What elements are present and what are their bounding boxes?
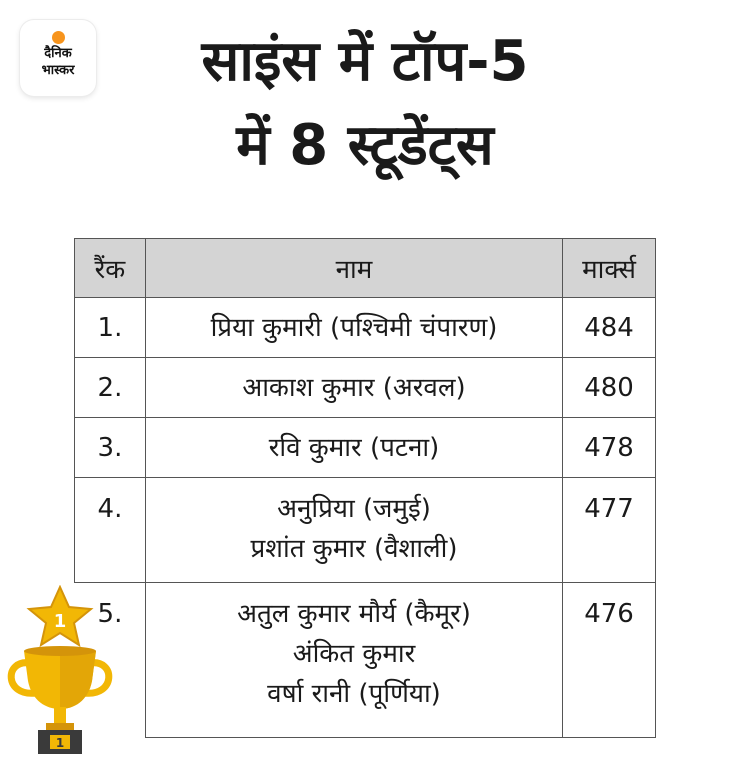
marks-value: 484: [584, 313, 634, 343]
rank-value: 4.: [97, 494, 123, 524]
name-cell: [145, 358, 562, 418]
student-name: अंकित कुमार: [292, 639, 416, 669]
table-row: [75, 298, 656, 358]
student-name: आकाश कुमार (अरवल): [242, 373, 466, 403]
marks-cell: [563, 358, 656, 418]
trophy-cup-shade: [60, 651, 96, 709]
headline-line1: साइंस में टॉप-5: [201, 29, 529, 94]
star-number: 1: [53, 611, 67, 632]
table-row: [75, 583, 656, 738]
dainik-bhaskar-logo: [20, 20, 96, 96]
name-cell: [145, 418, 562, 478]
marks-value: 478: [584, 433, 634, 463]
student-name: अतुल कुमार मौर्य (कैमूर): [237, 599, 471, 629]
student-name: प्रिया कुमारी (पश्चिमी चंपारण): [210, 313, 498, 343]
rank-cell: [75, 298, 146, 358]
trophy-collar: [46, 723, 74, 730]
header-marks: मार्क्स: [563, 239, 656, 298]
student-name: रवि कुमार (पटना): [268, 433, 440, 463]
rank-value: 3.: [97, 433, 123, 463]
sun-icon: [52, 31, 65, 44]
rank-value: 5.: [97, 599, 123, 629]
student-name: प्रशांत कुमार (वैशाली): [250, 534, 458, 564]
marks-cell: [563, 583, 656, 738]
trophy-cup-rim: [24, 646, 96, 656]
marks-value: 476: [584, 599, 634, 629]
rank-cell: [75, 478, 146, 583]
headline-line2: में 8 स्टूडेंट्स: [236, 113, 494, 178]
logo-text-line2: भास्कर: [41, 63, 75, 78]
name-cell: [145, 478, 562, 583]
marks-value: 477: [584, 494, 634, 524]
rank-cell: [75, 418, 146, 478]
rank-value: 1.: [97, 313, 123, 343]
table-row: [75, 418, 656, 478]
marks-cell: [563, 478, 656, 583]
marks-value: 480: [584, 373, 634, 403]
name-cell: [145, 583, 562, 738]
marks-cell: [563, 298, 656, 358]
header-name: नाम: [145, 239, 562, 298]
trophy-icon: [0, 585, 120, 760]
base-number: 1: [55, 736, 65, 750]
rank-cell: [75, 358, 146, 418]
trophy-stem: [54, 707, 66, 725]
header-rank: रैंक: [75, 239, 146, 298]
headline: [100, 20, 630, 188]
rank-value: 2.: [97, 373, 123, 403]
student-name: वर्षा रानी (पूर्णिया): [267, 679, 441, 709]
student-name: अनुप्रिया (जमुई): [277, 494, 431, 524]
logo-text-line1: दैनिक: [44, 46, 72, 61]
name-cell: [145, 298, 562, 358]
results-table: [74, 238, 656, 738]
table-header-row: [75, 239, 656, 298]
table-row: [75, 358, 656, 418]
marks-cell: [563, 418, 656, 478]
table-row: [75, 478, 656, 583]
